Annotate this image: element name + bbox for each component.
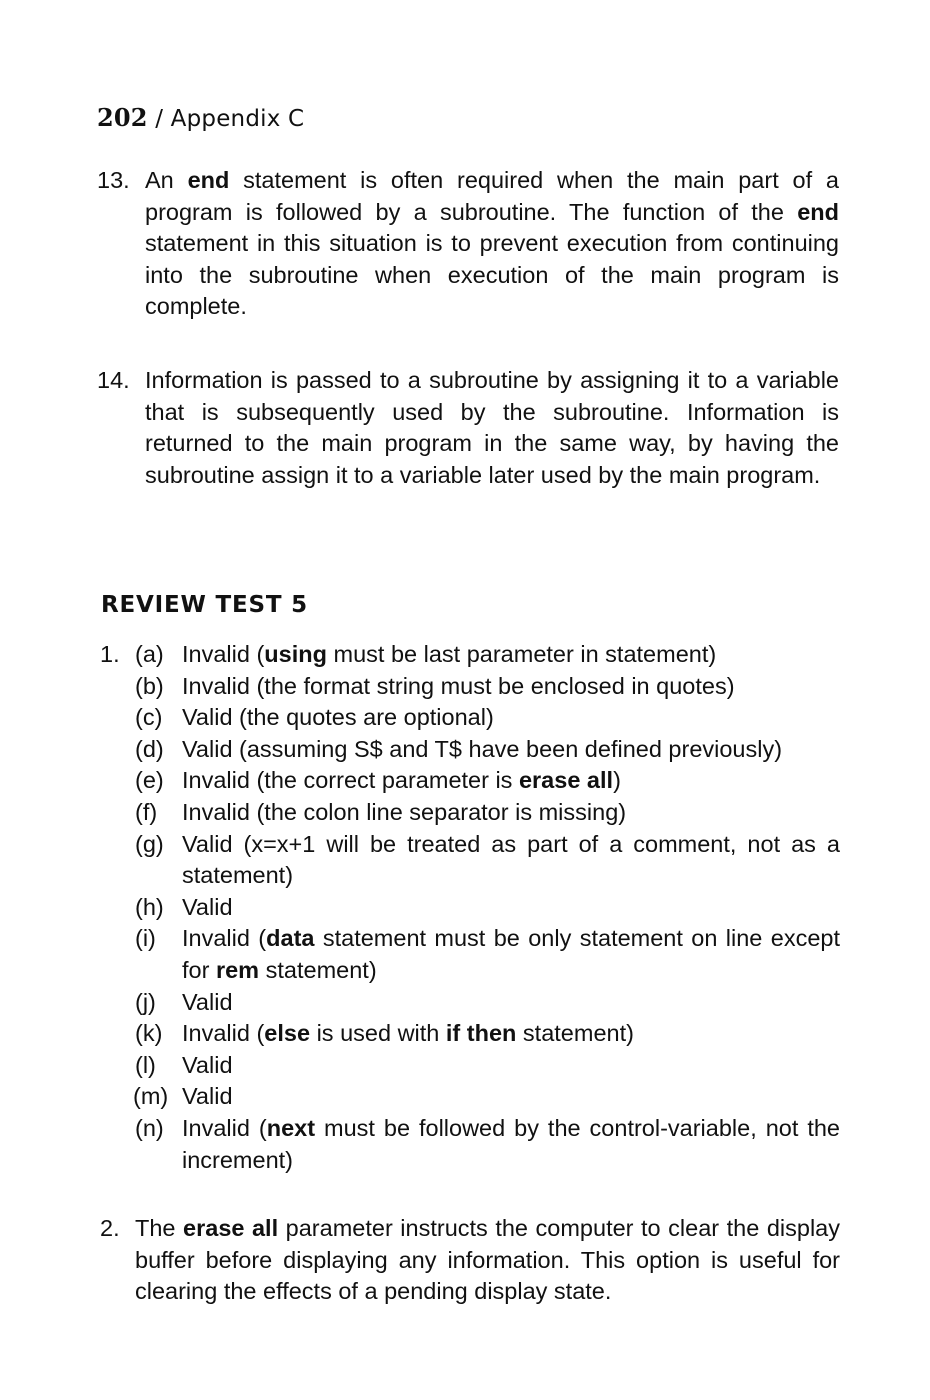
text-run: parameter instructs the computer to clear the display buffer before displaying any information. This option is useful for clearing the effects of a pending display state.	[135, 1215, 840, 1305]
sub-label: (d)	[135, 735, 164, 762]
sub-answer-d	[100, 734, 840, 766]
keyword: if then	[445, 1020, 517, 1047]
sub-text	[182, 765, 840, 797]
sub-text: Valid	[182, 1051, 233, 1078]
keyword: erase all	[518, 767, 614, 794]
sub-text: Valid (assuming S$ and T$ have been defined previously)	[182, 735, 783, 762]
sub-answer-c	[100, 702, 840, 734]
sub-text: Valid	[182, 988, 233, 1015]
text-run: Invalid (	[182, 1114, 267, 1141]
sub-answer-b	[100, 671, 840, 703]
keyword: using	[264, 641, 327, 667]
sub-answer-n	[100, 1113, 840, 1176]
sub-answer-e	[100, 765, 840, 797]
sub-answer-g	[100, 829, 840, 892]
sub-label: (j)	[135, 988, 156, 1015]
sub-label: (e)	[135, 767, 164, 794]
answer-number: 2.	[100, 1215, 120, 1241]
answer-number: 13.	[97, 167, 130, 193]
sub-text: Valid	[182, 893, 233, 920]
sub-text: Valid	[182, 1083, 233, 1110]
text-run: Invalid (	[182, 1020, 265, 1047]
sub-label: (n)	[135, 1114, 164, 1141]
text-run: must be followed by the control-variable, not the increment)	[182, 1114, 840, 1173]
text-run: statement in this situation is to prevent execution from continuing into the subroutine when execution of the main program is complete.	[145, 230, 839, 320]
text-run: statement must be only statement on line except for	[182, 925, 840, 983]
keyword: data	[266, 925, 315, 952]
answer-text	[145, 165, 839, 323]
sub-label: (m)	[133, 1083, 169, 1110]
sub-answer-m	[100, 1081, 840, 1113]
text-run: must be last parameter in statement)	[326, 641, 717, 667]
text-run: statement is often required when the main part of a program is followed by a subroutine. The function of the	[145, 167, 839, 225]
sub-text	[182, 1113, 840, 1176]
sub-text	[182, 1018, 840, 1050]
sub-answer-k	[100, 1018, 840, 1050]
running-head	[97, 103, 304, 132]
sub-answer-l	[100, 1050, 840, 1082]
page-number: 202	[97, 103, 148, 132]
sub-text: Invalid (the colon line separator is missing)	[182, 798, 627, 825]
sub-answer-a	[100, 639, 840, 671]
sub-label: (g)	[135, 830, 164, 857]
sub-text: Valid (x=x+1 will be treated as part of a comment, not as a statement)	[182, 830, 840, 889]
review-answer-2	[100, 1213, 840, 1308]
keyword: erase all	[183, 1215, 279, 1241]
sub-label: (c)	[135, 704, 163, 731]
answer-number: 14.	[97, 367, 130, 393]
answer-13	[97, 165, 839, 323]
sub-label: (l)	[135, 1051, 156, 1078]
section-title: REVIEW TEST 5	[101, 592, 308, 618]
sub-answer-f	[100, 797, 840, 829]
text-run: Invalid (	[182, 925, 267, 952]
text-run: )	[613, 767, 621, 794]
text-run: is used with	[310, 1020, 446, 1047]
keyword: end	[797, 198, 839, 225]
sub-label: (b)	[135, 672, 164, 699]
text-run: statement)	[259, 956, 377, 983]
keyword: end	[187, 167, 230, 193]
sub-text: Valid (the quotes are optional)	[182, 704, 494, 731]
text-run: Invalid (	[182, 641, 265, 667]
sub-answer-i	[100, 923, 840, 986]
sub-answer-h	[100, 892, 840, 924]
sub-label: (a)	[135, 641, 164, 667]
sub-text	[182, 923, 840, 986]
answer-14	[97, 365, 839, 491]
sub-label: (k)	[135, 1020, 163, 1047]
text-run: statement)	[516, 1020, 634, 1047]
answer-number: 1.	[100, 641, 120, 667]
sub-label: (h)	[135, 893, 164, 920]
keyword: else	[264, 1020, 311, 1047]
keyword: rem	[215, 956, 260, 983]
answer-text	[135, 1213, 840, 1308]
sub-label: (i)	[135, 925, 156, 952]
text-run: The	[135, 1215, 184, 1241]
sub-answer-j	[100, 987, 840, 1019]
sub-text: Invalid (the format string must be enclosed in quotes)	[182, 672, 735, 699]
sub-label: (f)	[135, 798, 158, 825]
sub-text	[182, 639, 840, 671]
keyword: next	[266, 1114, 316, 1141]
text-run: An	[145, 167, 188, 193]
text-run: Invalid (the correct parameter is	[182, 767, 519, 794]
running-title: / Appendix C	[155, 106, 305, 132]
review-answer-1	[100, 639, 840, 1176]
answer-text: Information is passed to a subroutine by assigning it to a variable that is subsequently used by the subroutine. Information is returned to the main program in the same way, by having the subroutine assign it to a variable later used by the main program.	[145, 367, 839, 488]
